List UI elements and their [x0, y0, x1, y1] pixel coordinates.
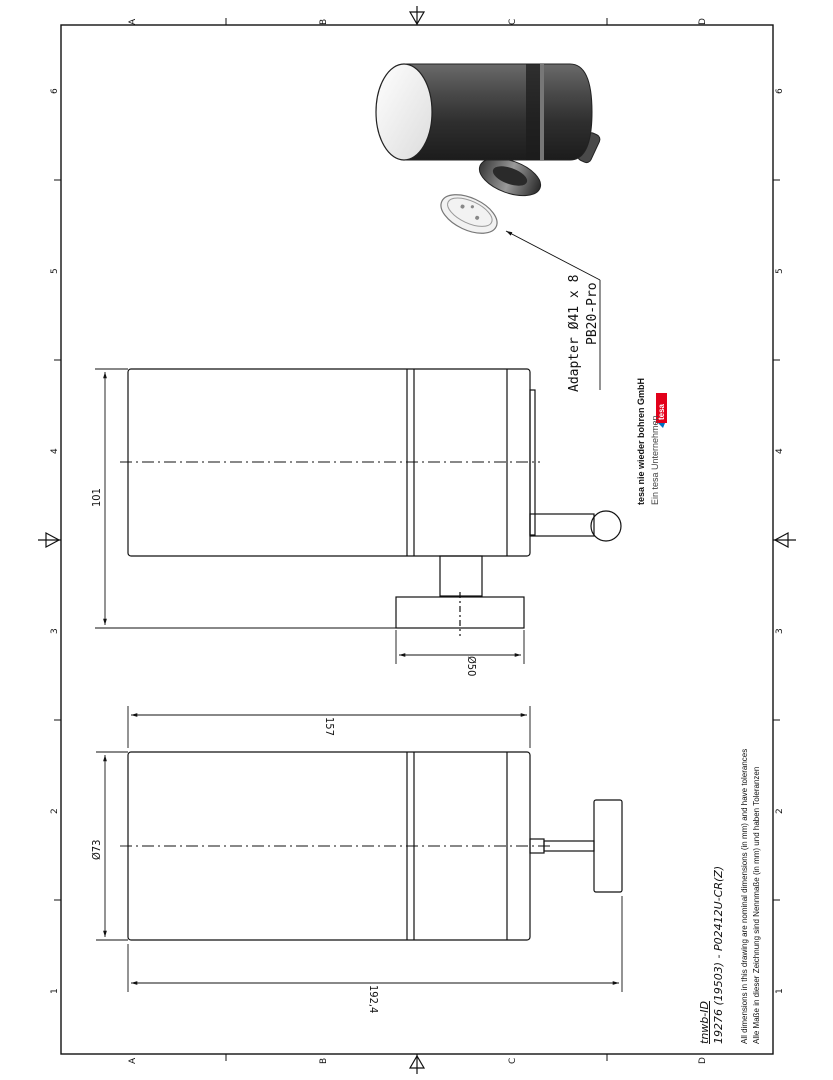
zone-number-left-3: 3 [50, 628, 60, 634]
zone-number-left-4: 4 [50, 448, 60, 454]
zone-letter-bottom-a: A [128, 1057, 138, 1064]
zone-letter-bottom-c: C [508, 1057, 518, 1064]
side-view [120, 369, 621, 636]
zone-number-right-4: 4 [775, 448, 785, 454]
zone-letter-bottom-b: B [319, 1057, 329, 1064]
zone-number-right-3: 3 [775, 628, 785, 634]
dim-label-101: 101 [90, 488, 103, 507]
zone-letter-top-d: D [698, 18, 708, 25]
dim-label-157: 157 [323, 717, 336, 736]
adapter-callout-line1: Adapter Ø41 x 8 [567, 274, 582, 392]
adapter-disc [435, 187, 503, 241]
drawing-id: 19276 (19503) - P02412U-CR(Z) [712, 865, 725, 1044]
product-render-3d [376, 64, 602, 241]
zone-number-left-1: 1 [50, 988, 60, 994]
zone-number-right-2: 2 [775, 808, 785, 814]
zone-letter-bottom-d: D [698, 1057, 708, 1064]
adapter-callout-line2: PB20-Pro [585, 282, 600, 345]
zone-letter-top-a: A [128, 18, 138, 25]
dim-label-d50: Ø50 [465, 656, 478, 677]
tnwb-id-label: tnwb-ID [698, 1001, 711, 1044]
centering-marks [38, 6, 796, 1074]
zone-letter-top-b: B [319, 18, 329, 25]
zone-letter-top-c: C [508, 18, 518, 25]
dim-label-d73: Ø73 [90, 839, 103, 860]
company-subline: Ein tesa Unternehmen [650, 415, 660, 505]
zone-number-right-1: 1 [775, 988, 785, 994]
front-view-dimensions [96, 706, 622, 992]
dim-label-192-4: 192,4 [367, 985, 380, 1014]
tesa-logo-text: tesa [657, 403, 666, 420]
side-view-dimensions [95, 369, 524, 664]
company-name: tesa nie wieder bohren GmbH [636, 377, 646, 505]
tolerance-note-en: All dimensions in this drawing are nominal dimensions (in mm) and have tolerances [740, 748, 749, 1044]
zone-number-right-5: 5 [775, 268, 785, 274]
tolerance-note-de: Alle Maße in dieser Zeichnung sind Nennmaße (in mm) und haben Toleranzen [752, 766, 761, 1044]
zone-number-left-2: 2 [50, 808, 60, 814]
drawing-frame [54, 18, 780, 1061]
zone-number-left-6: 6 [50, 88, 60, 94]
front-view [120, 752, 622, 940]
zone-number-right-6: 6 [775, 88, 785, 94]
zone-number-left-5: 5 [50, 268, 60, 274]
